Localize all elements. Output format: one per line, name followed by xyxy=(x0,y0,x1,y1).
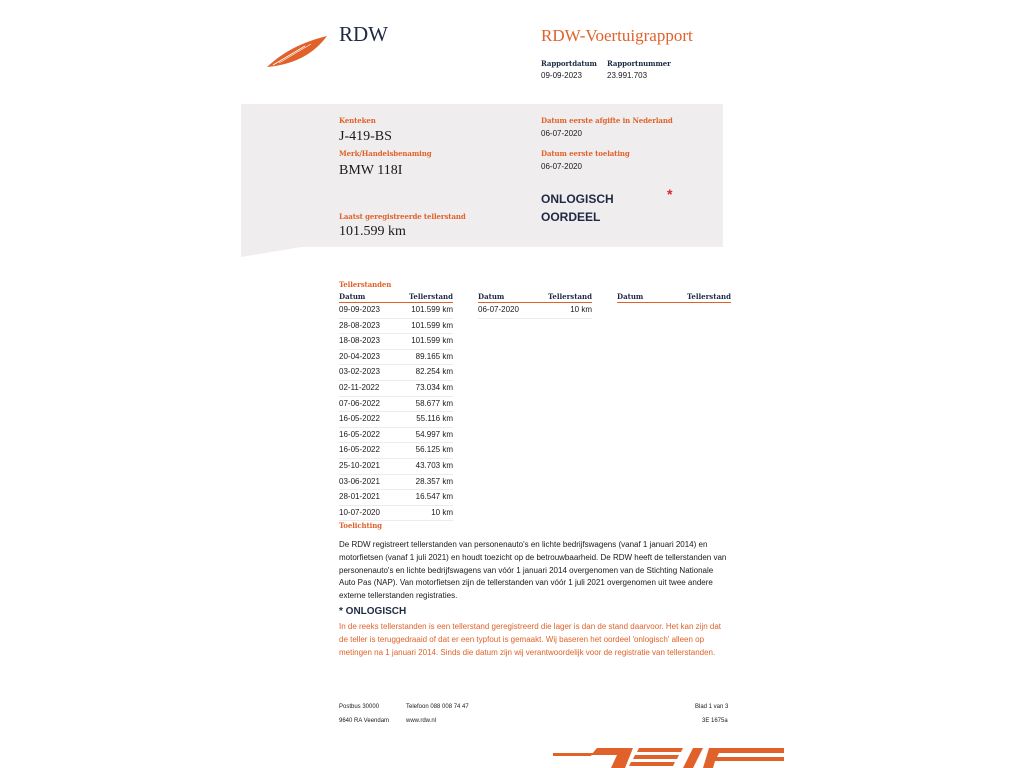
make-value: BMW 118I xyxy=(339,163,403,178)
report-title: RDW-Voertuigrapport xyxy=(541,26,693,45)
odometer-row xyxy=(339,397,453,413)
date-header: Datum xyxy=(478,292,505,301)
plate-label: Kenteken xyxy=(339,116,376,125)
brand-name: RDW xyxy=(339,22,388,46)
odometer-row xyxy=(339,365,453,381)
odometer-column-1 xyxy=(339,292,453,521)
odometer-date: 20-04-2023 xyxy=(339,351,380,361)
odometer-row xyxy=(339,490,453,506)
odometer-rows xyxy=(339,303,453,521)
odometer-row xyxy=(339,459,453,475)
footer-document-code: 3E 1675a xyxy=(702,718,728,724)
odometer-row xyxy=(478,303,592,319)
report-date-label: Rapportdatum xyxy=(541,59,597,68)
odometer-value: 10 km xyxy=(431,507,453,517)
explanation-title: Toelichting xyxy=(339,521,382,530)
odometer-value: 56.125 km xyxy=(415,445,453,455)
value-header: Tellerstand xyxy=(408,292,453,301)
footer-page-number: Blad 1 van 3 xyxy=(695,704,729,710)
odometer-row xyxy=(339,412,453,428)
make-label: Merk/Handelsbenaming xyxy=(339,149,432,158)
explanation-text: De RDW registreert tellerstanden van personenauto's en lichte bedrijfswagens (vanaf 1 januari 2014) en motorfietsen (vanaf 1 juli 2021) en houdt toezicht op de betrouwbaarheid. De RDW heeft de tellerstanden van personenauto's en lichte bedrijfswagens van vóór 1 januari 2014 overgenomen van de Stichting Nationale Auto Pas (NAP). Van motorfietsen zijn de tellerstanden van vóór 1 juli 2021 overgenomen uit twee andere externe tellerstanden registraties. xyxy=(339,540,727,601)
odometer-value: 10 km xyxy=(570,305,592,314)
first-nl-label: Datum eerste afgifte in Nederland xyxy=(541,116,673,125)
odometer-value: 101.599 km xyxy=(411,320,453,330)
odometer-date: 18-08-2023 xyxy=(339,336,380,346)
odometer-label: Laatst geregistreerde tellerstand xyxy=(339,212,466,221)
odometer-value: 101.599 km xyxy=(411,336,453,346)
odometer-date: 10-07-2020 xyxy=(339,507,380,517)
odometer-row xyxy=(339,475,453,491)
rdw-feather-logo xyxy=(265,34,331,70)
onlogisch-title: * ONLOGISCH xyxy=(339,606,407,617)
odometer-value: 73.034 km xyxy=(415,382,453,392)
odometer-column-3 xyxy=(617,292,731,303)
value-header: Tellerstand xyxy=(686,292,731,301)
odometer-value: 28.357 km xyxy=(415,476,453,486)
value-header: Tellerstand xyxy=(547,292,592,301)
odometer-date: 16-05-2022 xyxy=(339,429,380,439)
odometer-value: 101.599 km xyxy=(411,305,453,314)
rdw-stripes-logo xyxy=(553,745,784,768)
odometer-date: 28-01-2021 xyxy=(339,492,380,502)
verdict-line-2: OORDEEL xyxy=(541,210,601,224)
odometer-value: 54.997 km xyxy=(415,429,453,439)
column-header xyxy=(339,292,453,303)
footer-web[interactable]: www.rdw.nl xyxy=(406,718,437,724)
report-number-value: 23.991.703 xyxy=(607,71,648,80)
onlogisch-text: In de reeks tellerstanden is een tellerstand geregistreerd die lager is dan de stand daarvoor. Het kan zijn dat de teller is teruggedraaid of dat er een typfout is gemaakt. Wij baseren het oordeel 'onlogisch' alleen op metingen na 1 januari 2014. Sinds die datum zijn wij verantwoordelijk voor de registratie van tellerstanden. xyxy=(339,622,722,657)
vehicle-info-panel xyxy=(241,104,723,247)
first-nl-value: 06-07-2020 xyxy=(541,129,582,138)
odometer-date: 25-10-2021 xyxy=(339,460,380,470)
column-header xyxy=(478,292,592,303)
odometer-row xyxy=(339,350,453,366)
odometer-value: 89.165 km xyxy=(415,351,453,361)
date-header: Datum xyxy=(617,292,644,301)
report-number-label: Rapportnummer xyxy=(607,59,671,68)
odometer-date: 09-09-2023 xyxy=(339,305,380,314)
first-admission-value: 06-07-2020 xyxy=(541,162,582,171)
odometer-row xyxy=(339,319,453,335)
odometer-date: 03-02-2023 xyxy=(339,367,380,377)
footer-city: 9640 RA Veendam xyxy=(339,718,390,724)
report-date-value: 09-09-2023 xyxy=(541,71,582,80)
footer-phone: Telefoon 088 008 74 47 xyxy=(406,704,469,710)
odometer-section-title: Tellerstanden xyxy=(339,280,392,289)
odometer-value: 55.116 km xyxy=(416,414,453,424)
first-admission-label: Datum eerste toelating xyxy=(541,149,630,158)
odometer-value: 16.547 km xyxy=(415,492,453,502)
verdict-asterisk: * xyxy=(667,186,673,202)
odometer-date: 03-06-2021 xyxy=(339,476,380,486)
odometer-row xyxy=(339,334,453,350)
odometer-date: 06-07-2020 xyxy=(478,305,519,314)
odometer-date: 07-06-2022 xyxy=(339,398,380,408)
odometer-date: 02-11-2022 xyxy=(339,382,380,392)
verdict-line-1: ONLOGISCH xyxy=(541,192,614,206)
odometer-date: 16-05-2022 xyxy=(339,414,380,424)
odometer-row xyxy=(339,428,453,444)
odometer-rows xyxy=(478,303,592,319)
plate-value: J-419-BS xyxy=(339,129,392,144)
odometer-value: 43.703 km xyxy=(415,460,453,470)
odometer-row xyxy=(339,303,453,319)
odometer-date: 28-08-2023 xyxy=(339,320,380,330)
odometer-row xyxy=(339,506,453,522)
info-panel-notch xyxy=(241,247,301,257)
odometer-date: 16-05-2022 xyxy=(339,445,380,455)
footer-postbus: Postbus 30000 xyxy=(339,704,380,710)
column-header xyxy=(617,292,731,303)
odometer-value: 58.677 km xyxy=(415,398,453,408)
odometer-value: 82.254 km xyxy=(415,367,453,377)
odometer-column-2 xyxy=(478,292,592,319)
date-header: Datum xyxy=(339,292,366,301)
odometer-row xyxy=(339,381,453,397)
odometer-value: 101.599 km xyxy=(339,224,406,239)
odometer-row xyxy=(339,443,453,459)
